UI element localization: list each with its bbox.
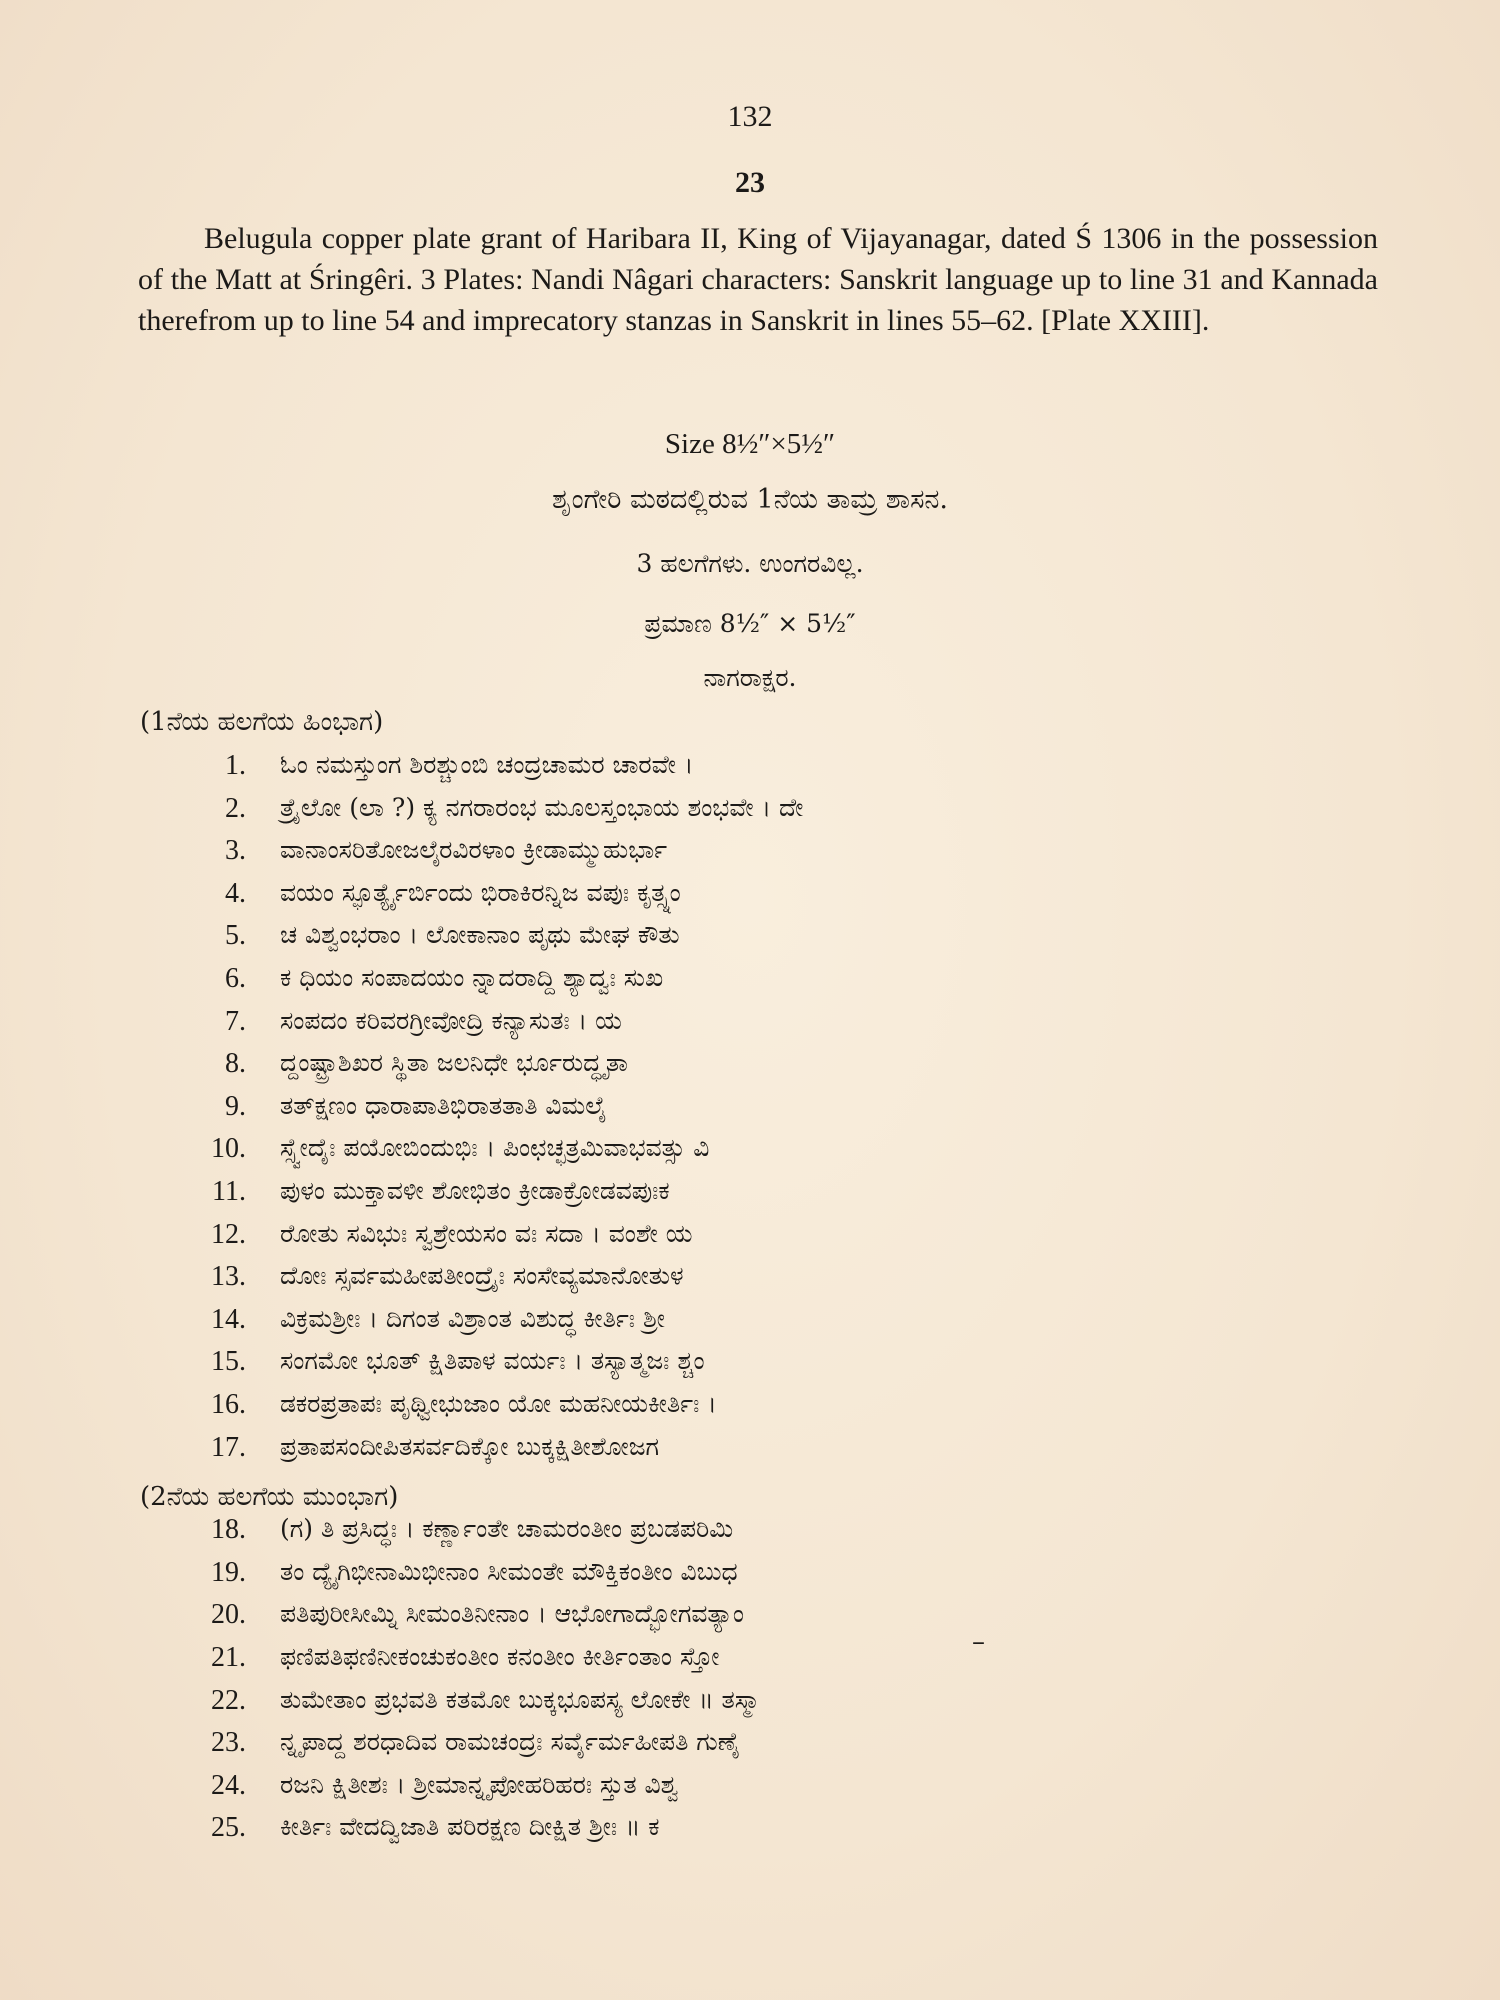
line-number: 10. [211,1133,246,1165]
line-text: (ಗ) ತಿ ಪ್ರಸಿದ್ಧಃ । ಕರ್ಣ್ಣಾಂತೇ ಚಾಮರಂತೀಂ ಪ್ರಬಡಪರಿಮಿ [280,1514,734,1544]
line-text: ವಯಂ ಸ್ಫೂರ್ತ್ಯೈರ್ಬಿಂದು ಭಿರಾಕಿರನ್ನಿಜ ವಪುಃ ಕೃತ್ಸ್ನಂ [280,877,681,907]
size-line: Size 8½″×5½″ [664,428,836,460]
line-text: ತತ್ಕ್ಷಣಂ ಧಾರಾಪಾತಿಭಿರಾತತಾತಿ ವಿಮಲೈ [280,1090,607,1120]
inscription-line [0,1812,1500,1854]
line-number: 15. [211,1346,246,1378]
line-text: ಡಕರಪ್ರತಾಪಃ ಪೃಥ್ವೀಭುಜಾಂ ಯೋ ಮಹನೀಯಕೀರ್ತಿಃ । [280,1389,717,1418]
line-number: 1. [225,750,246,781]
line-number: 4. [225,877,246,909]
line-number: 8. [225,1048,246,1080]
line-number: 20. [211,1599,246,1631]
intro-paragraph: Belugula copper plate grant of Haribara II, King of Vijayanagar, dated Ś 1306 in the possession of the Matt at Śringêri. 3 Plates: Nandi Nâgari characters: Sanskrit language up to line 31 and Kannada therefrom up to line 54 and imprecatory stanzas in Sanskrit in lines 55–62. [Plate XXIII]. [138,222,1378,337]
inscription-line [0,1432,1500,1474]
line-text: ದೋಃ ಸ್ಸರ್ವಮಹೀಪತೀಂದ್ರೈಃ ಸಂಸೇವ್ಯಮಾನೋತುಳ [280,1261,684,1291]
script-line: ನಾಗರಾಕ್ಷರ. [703,663,797,692]
section-heading-plate1-back: (1ನೆಯ ಹಲಗೆಯ ಹಿಂಭಾಗ) [140,707,384,737]
line-number: 18. [211,1514,246,1546]
line-text: ಸಂಪದಂ ಕರಿವರಗ್ರೀವೋದ್ರಿ ಕನ್ಯಾಸುತಃ । ಯ [280,1005,622,1035]
line-text: ದ್ದಂಷ್ಟ್ರಾಶಿಖರ ಸ್ಥಿತಾ ಜಲನಿಧೇ ರ್ಭೂರುದ್ಧೃತಾ [280,1048,628,1078]
inscription-line [0,1133,1500,1175]
line-number: 19. [211,1556,246,1588]
line-text: ವಾನಾಂಸರಿತೋಜಲೈರವಿರಳಾಂ ಕ್ರೀಡಾಮ್ಮುಹುರ್ಭಾ [280,835,668,865]
line-text: ಪ್ರತಾಪಸಂದೀಪಿತಸರ್ವದಿಕ್ಕೋ ಬುಕ್ಕಕ್ಷಿತೀಶೋಜಗ [280,1431,660,1461]
line-number: 7. [225,1005,246,1037]
line-number: 9. [225,1090,246,1122]
line-text: ವಿಕ್ರಮಶ್ರೀಃ । ದಿಗಂತ ವಿಶ್ರಾಂತ ವಿಶುದ್ಧ ಕೀರ್ತಿಃ ಶ್ರೀ [280,1303,665,1333]
inscription-line [0,1176,1500,1218]
inscription-line [0,878,1500,920]
line-number: 14. [211,1303,246,1335]
line-text: ಪತಿಪುರೀಸೀಮ್ನಿ ಸೀಮಂತಿನೀನಾಂ । ಆಭೋಗಾದ್ಭೋಗವತ್ಯಾಂ [280,1599,744,1629]
line-number: 25. [211,1812,246,1844]
line-number: 3. [225,835,246,867]
inscription-line [0,1006,1500,1048]
inscription-line [0,1091,1500,1133]
inscription-line [0,1599,1500,1641]
line-text: ಚ ವಿಶ್ವಂಭರಾಂ । ಲೋಕಾನಾಂ ಪೃಥು ಮೇಘ ಕೌತು [280,920,680,950]
line-text: ಸ್ಸ್ವೇದೈಃ ಪಯೋಬಿಂದುಭಿಃ । ಪಿಂಛಚ್ಛತ್ರಮಿವಾಭವತ್ಸು ವಿ [280,1133,710,1163]
section-heading-plate2-front: (2ನೆಯ ಹಲಗೆಯ ಮುಂಭಾಗ) [140,1482,399,1512]
line-number: 12. [211,1218,246,1250]
line-text: ರೋತು ಸವಿಭುಃ ಸ್ವಶ್ರೇಯಸಂ ವಃ ಸದಾ । ವಂಶೇ ಯ [280,1218,693,1248]
line-number: 5. [225,920,246,952]
inscription-line [0,1219,1500,1261]
inscription-line [0,1685,1500,1727]
inscription-line [0,1557,1500,1599]
inscription-line [0,1727,1500,1769]
line-number: 6. [225,963,246,994]
inscription-line [0,920,1500,962]
line-number: 22. [211,1684,246,1716]
line-number: 2. [225,792,246,824]
line-text: ತುಮೇತಾಂ ಪ್ರಭವತಿ ಕತಮೋ ಬುಕ್ಕಭೂಪಸ್ಯ ಲೋಕೇ ॥ ತಸ್ಮಾ [280,1684,761,1714]
inscription-line [0,1642,1500,1684]
inscription-line [0,793,1500,835]
line-text: ಪುಳಂ ಮುಕ್ತಾವಳೀ ಶೋಭಿತಂ ಕ್ರೀಡಾಕ್ರೋಡವಪುಃಕ [280,1176,670,1205]
line-number: 21. [211,1642,246,1673]
inscription-line [0,1048,1500,1090]
line-text: ಕ ಧಿಯಂ ಸಂಪಾದಯಂ ನ್ನಾದರಾದ್ದಿ ಶ್ಯಾದ್ವಃ ಸುಖ [280,963,664,992]
line-number: 11. [212,1176,246,1207]
line-text: ಕೀರ್ತಿಃ ವೇದದ್ವಿಜಾತಿ ಪರಿರಕ್ಷಣ ದೀಕ್ಷಿತ ಶ್ರೀಃ ॥ ಕ [280,1812,660,1842]
line-number: 16. [211,1389,246,1420]
measure-line: ಪ್ರಮಾಣ 8½″ × 5½″ [644,609,856,638]
margin-mark: – [972,1627,985,1657]
line-text: ತ್ರೈಲೋ (ಲಾ ?) ಕ್ಯ ನಗರಾರಂಭ ಮೂಲಸ್ತಂಭಾಯ ಶಂಭವೇ । ದೇ [280,792,804,822]
inscription-line [0,1514,1500,1556]
inscription-line [0,1770,1500,1812]
line-text: ನ್ನೃಪಾದ್ದ ಶರಧಾದಿವ ರಾಮಚಂದ್ರಃ ಸರ್ವೈರ್ಮಹೀಪತಿ ಗುಣೈ [280,1727,741,1757]
plates-line: 3 ಹಲಗೆಗಳು. ಉಂಗರವಿಲ್ಲ. [636,549,864,578]
inscription-line [0,835,1500,877]
page-number: 132 [727,100,773,133]
line-text: ತಂ ದ್ಯೈಗಿಭೀನಾಮಿಭೀನಾಂ ಸೀಮಂತೇ ಮೌಕ್ತಿಕಂತೀಂ ವಿಬುಧ [280,1556,738,1586]
line-text: ಓಂ ನಮಸ್ತುಂಗ ಶಿರಶ್ಚುಂಬಿ ಚಂದ್ರಚಾಮರ ಚಾರವೇ । [280,750,694,779]
line-text: ಸಂಗಮೋ ಭೂತ್ ಕ್ಷಿತಿಪಾಳ ವರ್ಯಃ । ತಸ್ಯಾತ್ಮಜಃ ಶ್ಚಂ [280,1346,705,1376]
inscription-line [0,1261,1500,1303]
line-number: 24. [211,1769,246,1801]
inscription-line [0,1304,1500,1346]
line-number: 13. [211,1261,246,1293]
line-text: ರಜನಿ ಕ್ಷಿತೀಶಃ । ಶ್ರೀಮಾನ್ನೃಪೋಹರಿಹರಃ ಸ್ತುತ ವಿಶ್ವ [280,1769,679,1799]
record-number: 23 [735,166,765,199]
line-number: 23. [211,1727,246,1759]
line-text: ಫಣಿಪತಿಫಣಿನೀಕಂಚುಕಂತೀಂ ಕನಂತೀಂ ಕೀರ್ತಿಂತಾಂ ಸ್ತೋ [280,1642,720,1671]
inscription-line [0,1389,1500,1431]
inscription-line [0,750,1500,792]
line-number: 17. [211,1431,246,1463]
kannada-title: ಶೃಂಗೇರಿ ಮಠದಲ್ಲಿರುವ 1ನೆಯ ತಾಮ್ರ ಶಾಸನ. [552,484,948,515]
inscription-line [0,963,1500,1005]
inscription-line [0,1346,1500,1388]
